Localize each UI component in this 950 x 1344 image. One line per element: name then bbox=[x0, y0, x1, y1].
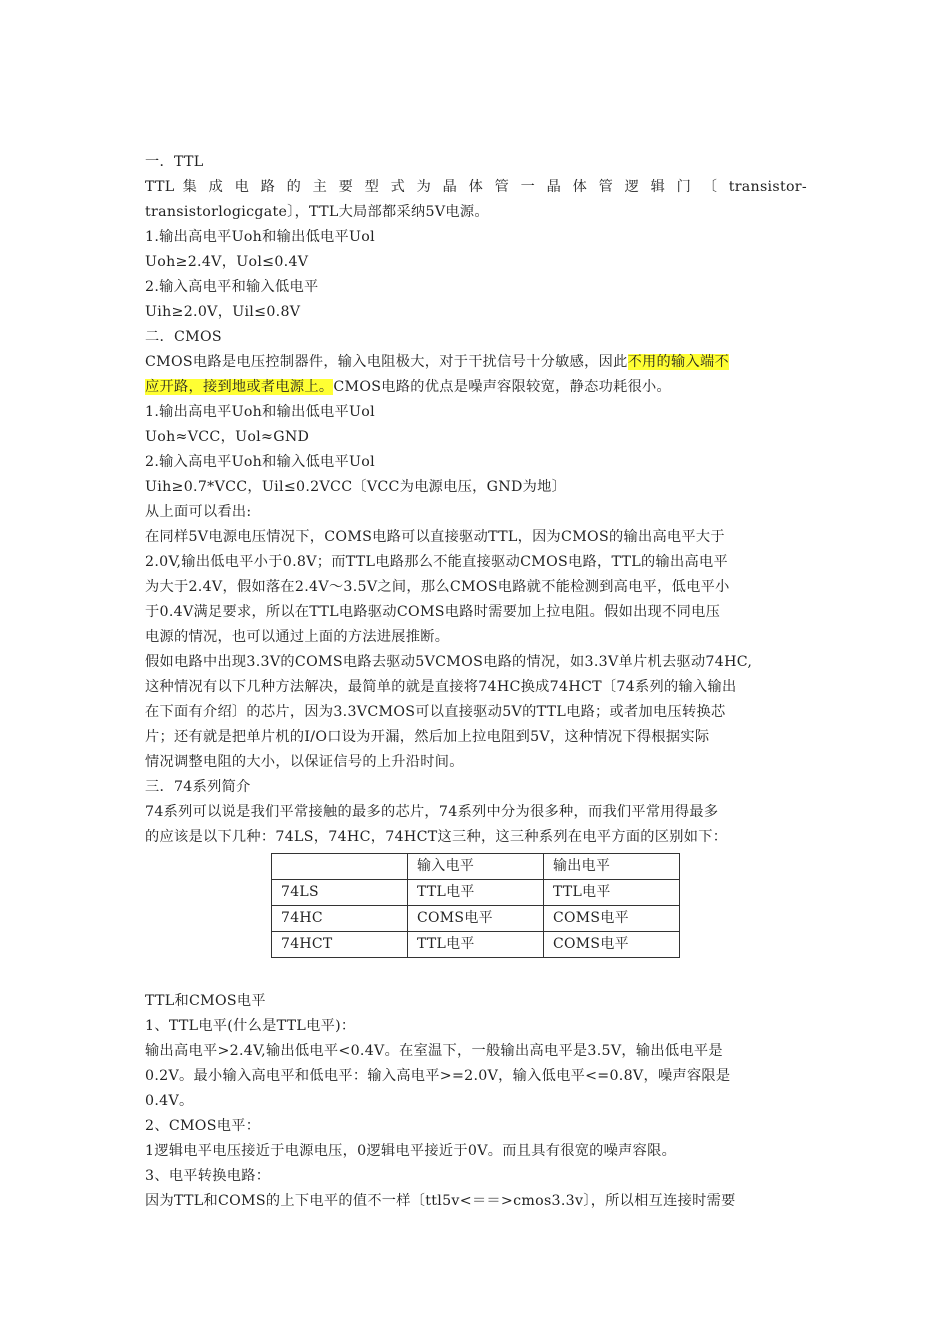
paragraph-line: 因为TTL和COMS的上下电平的值不一样〔ttl5v<＝＝>cmos3.3v〕，所以相互连接时需要 bbox=[145, 1193, 736, 1209]
paragraph-line: transistorlogicgate〕，TTL大局部都采纳5V电源。 bbox=[145, 204, 489, 220]
text-span: CMOS电路是电压控制器件，输入电阻极大，对于干扰信号十分敏感，因此 bbox=[145, 354, 628, 370]
paragraph-line: 从上面可以看出: bbox=[145, 504, 252, 520]
document-body bbox=[145, 150, 807, 1214]
paragraph-line: 这种情况有以下几种方法解决，最简单的就是直接将74HC换成74HCT〔74系列的输入输出 bbox=[145, 679, 737, 695]
paragraph-line: 为大于2.4V，假如落在2.4V～3.5V之间，那么CMOS电路就不能检测到高电平，低电平小 bbox=[145, 579, 730, 595]
table-row bbox=[272, 906, 680, 932]
table-cell: TTL电平 bbox=[408, 932, 544, 958]
table-cell: 74HCT bbox=[272, 932, 408, 958]
text-span: CMOS电路的优点是噪声容限较宽，静态功耗很小。 bbox=[333, 379, 672, 395]
paragraph-line: 电源的情况，也可以通过上面的方法进展推断。 bbox=[145, 629, 450, 645]
subheading: 3、电平转换电路： bbox=[145, 1168, 271, 1184]
section-title-ttl-cmos: TTL和CMOS电平 bbox=[145, 993, 266, 1009]
paragraph-line: 1逻辑电平电压接近于电源电压，0逻辑电平接近于0V。而且具有很宽的噪声容限。 bbox=[145, 1143, 677, 1159]
paragraph-line: 2.0V,输出低电平小于0.8V；而TTL电路那么不能直接驱动CMOS电路，TTL的输出高电平 bbox=[145, 554, 728, 570]
paragraph-line bbox=[145, 350, 807, 375]
table-cell: COMS电平 bbox=[544, 906, 680, 932]
table-cell: 74LS bbox=[272, 880, 408, 906]
paragraph-line: 0.4V。 bbox=[145, 1093, 194, 1109]
paragraph-line: 假如电路中出现3.3V的COMS电路去驱动5VCMOS电路的情况，如3.3V单片机去驱动74HC, bbox=[145, 654, 753, 670]
section-heading-cmos: 二．CMOS bbox=[145, 329, 222, 345]
paragraph-line: 片；还有就是把单片机的I/O口设为开漏，然后加上拉电阻到5V，这种情况下得根据实际 bbox=[145, 729, 710, 745]
table-header-cell: 输出电平 bbox=[544, 854, 680, 880]
subheading: 2.输入高电平和输入低电平 bbox=[145, 279, 319, 295]
paragraph-line: 0.2V。最小输入高电平和低电平：输入高电平>=2.0V，输入低电平<=0.8V，噪声容限是 bbox=[145, 1068, 731, 1084]
paragraph-line: 74系列可以说是我们平常接触的最多的芯片，74系列中分为很多种，而我们平常用得最多 bbox=[145, 804, 719, 820]
paragraph-line: TTL 集 成 电 路 的 主 要 型 式 为 晶 体 管 一 晶 体 管 逻 辑 门 〔 transistor- bbox=[145, 179, 807, 195]
value-line: Uih≥2.0V，Uil≤0.8V bbox=[145, 304, 301, 320]
subheading: 1.输出高电平Uoh和输出低电平Uol bbox=[145, 229, 375, 245]
table-cell: 74HC bbox=[272, 906, 408, 932]
level-comparison-table bbox=[271, 853, 680, 958]
paragraph-line bbox=[145, 375, 807, 400]
paragraph-line: 在下面有介绍〕的芯片，因为3.3VCMOS可以直接驱动5V的TTL电路；或者加电压转换芯 bbox=[145, 704, 726, 720]
paragraph-line: 情况调整电阻的大小，以保证信号的上升沿时间。 bbox=[145, 754, 464, 770]
section-heading-74-series: 三．74系列简介 bbox=[145, 779, 251, 795]
table-cell: TTL电平 bbox=[544, 880, 680, 906]
subheading: 1.输出高电平Uoh和输出低电平Uol bbox=[145, 404, 375, 420]
subheading: 2、CMOS电平： bbox=[145, 1118, 261, 1134]
value-line: Uoh≥2.4V，Uol≤0.4V bbox=[145, 254, 309, 270]
paragraph-line: 在同样5V电源电压情况下，COMS电路可以直接驱动TTL，因为CMOS的输出高电平大于 bbox=[145, 529, 725, 545]
value-line: Uih≥0.7*VCC，Uil≤0.2VCC〔VCC为电源电压，GND为地〕 bbox=[145, 479, 567, 495]
paragraph-line: 输出高电平>2.4V,输出低电平<0.4V。在室温下，一般输出高电平是3.5V，输出低电平是 bbox=[145, 1043, 723, 1059]
table-row bbox=[272, 932, 680, 958]
table-header-cell: 输入电平 bbox=[408, 854, 544, 880]
table-cell: COMS电平 bbox=[408, 906, 544, 932]
section-heading-ttl: 一．TTL bbox=[145, 154, 204, 170]
table-header-cell bbox=[272, 854, 408, 880]
paragraph-line: 于0.4V满足要求，所以在TTL电路驱动COMS电路时需要加上拉电阻。假如出现不同电压 bbox=[145, 604, 721, 620]
value-line: Uoh≈VCC，Uol≈GND bbox=[145, 429, 310, 445]
paragraph-line: 的应该是以下几种：74LS，74HC，74HCT这三种，这三种系列在电平方面的区别如下： bbox=[145, 829, 728, 845]
table-row bbox=[272, 880, 680, 906]
subheading: 2.输入高电平Uoh和输入低电平Uol bbox=[145, 454, 375, 470]
subheading: 1、TTL电平(什么是TTL电平)： bbox=[145, 1018, 356, 1034]
table-cell: COMS电平 bbox=[544, 932, 680, 958]
table-cell: TTL电平 bbox=[408, 880, 544, 906]
table-header-row bbox=[272, 854, 680, 880]
highlighted-text: 不用的输入端不 bbox=[627, 354, 729, 370]
highlighted-text: 应开路，接到地或者电源上。 bbox=[145, 379, 334, 395]
